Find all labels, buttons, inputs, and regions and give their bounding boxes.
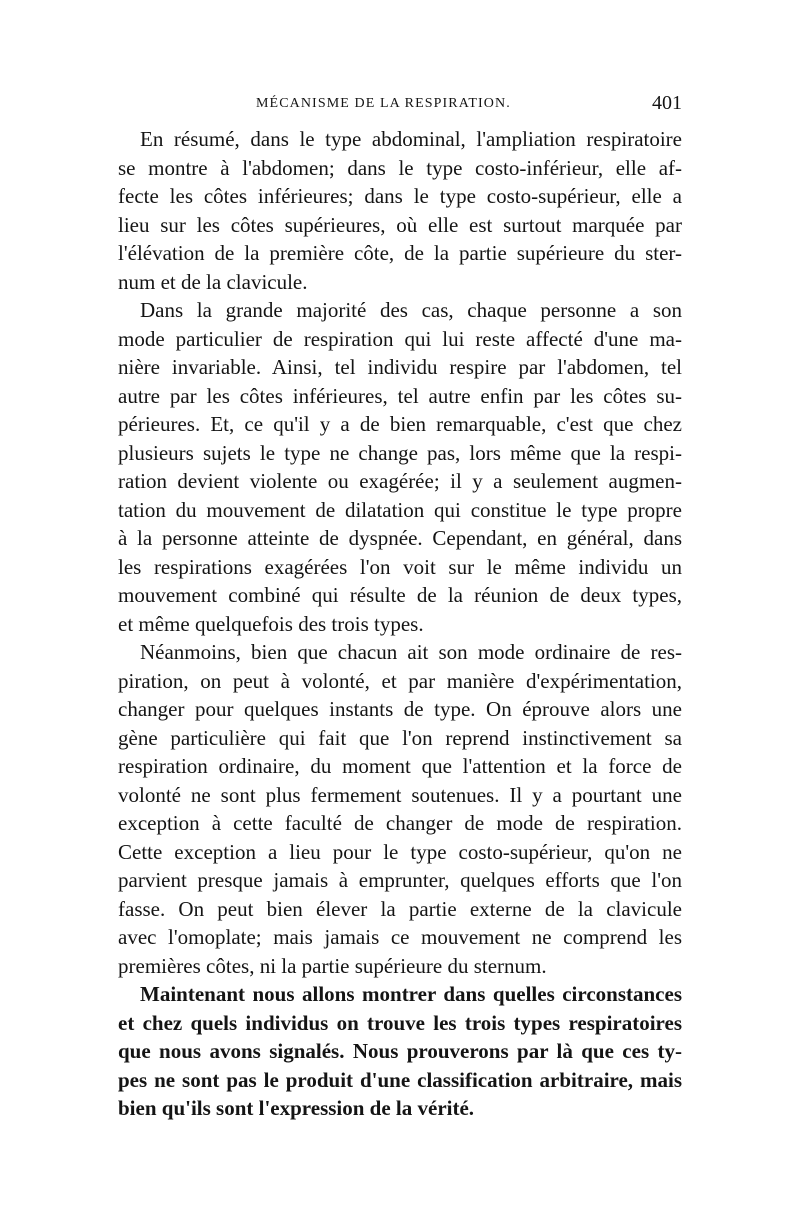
text-line: lieu sur les côtes supérieures, où elle est surtout marquée par [118, 212, 682, 237]
paragraph [118, 125, 682, 296]
text-line: ration devient violente ou exagérée; il y a seulement augmen- [118, 469, 682, 493]
text-line: fasse. On peut bien élever la partie externe de la clavicule [118, 896, 682, 921]
text-line: piration, on peut à volonté, et par manière d'expérimentation, [118, 668, 682, 693]
paragraph [118, 980, 682, 1123]
text-line: premières côtes, ni la partie supérieure du sternum. [118, 953, 547, 978]
text-line: Néanmoins, bien que chacun ait son mode ordinaire de res- [140, 640, 682, 664]
text-line: autre par les côtes inférieures, tel autre enfin par les côtes su- [118, 383, 682, 408]
text-line: et chez quels individus on trouve les trois types respiratoires [118, 1010, 682, 1035]
paragraph [118, 638, 682, 980]
text-line: se montre à l'abdomen; dans le type costo-inférieur, elle af- [118, 155, 682, 180]
text-line: les respirations exagérées l'on voit sur le même individu un [118, 554, 682, 579]
text-line: En résumé, dans le type abdominal, l'ampliation respiratoire [140, 127, 682, 151]
text-line: Cette exception a lieu pour le type costo-supérieur, qu'on ne [118, 839, 682, 864]
text-line: que nous avons signalés. Nous prouverons par là que ces ty- [118, 1039, 682, 1063]
text-line: avec l'omoplate; mais jamais ce mouvement ne comprend les [118, 925, 682, 949]
text-line: parvient presque jamais à emprunter, quelques efforts que l'on [118, 868, 682, 892]
text-line: num et de la clavicule. [118, 269, 308, 294]
body-text [118, 125, 682, 1123]
text-line: mouvement combiné qui résulte de la réunion de deux types, [118, 583, 682, 607]
text-line: pes ne sont pas le produit d'une classification arbitraire, mais [118, 1067, 682, 1092]
running-header [118, 94, 682, 120]
text-line: exception à cette faculté de changer de mode de respiration. [118, 811, 682, 835]
text-line: volonté ne sont plus fermement soutenues. Il y a pourtant une [118, 782, 682, 807]
page-number: 401 [652, 92, 682, 114]
text-line: gène particulière qui fait que l'on reprend instinctivement sa [118, 725, 682, 750]
text-line: à la personne atteinte de dyspnée. Cependant, en général, dans [118, 526, 682, 550]
text-line: changer pour quelques instants de type. On éprouve alors une [118, 697, 682, 721]
paragraph [118, 296, 682, 638]
text-line: fecte les côtes inférieures; dans le type costo-supérieur, elle a [118, 184, 682, 208]
text-line: plusieurs sujets le type ne change pas, lors même que la respi- [118, 440, 682, 465]
text-line: Dans la grande majorité des cas, chaque personne a son [140, 298, 682, 322]
text-line: l'élévation de la première côte, de la partie supérieure du ster- [118, 241, 682, 265]
text-line: mode particulier de respiration qui lui reste affecté d'une ma- [118, 326, 682, 351]
text-line: tation du mouvement de dilatation qui constitue le type propre [118, 497, 682, 522]
text-line: et même quelquefois des trois types. [118, 611, 424, 636]
text-line: périeures. Et, ce qu'il y a de bien remarquable, c'est que chez [118, 412, 682, 436]
text-line: Maintenant nous allons montrer dans quelles circonstances [140, 982, 682, 1006]
running-title: MÉCANISME DE LA RESPIRATION. [256, 96, 511, 111]
text-line: nière invariable. Ainsi, tel individu respire par l'abdomen, tel [118, 355, 682, 379]
text-line: bien qu'ils sont l'expression de la vérité. [118, 1096, 475, 1120]
text-line: respiration ordinaire, du moment que l'attention et la force de [118, 754, 682, 778]
